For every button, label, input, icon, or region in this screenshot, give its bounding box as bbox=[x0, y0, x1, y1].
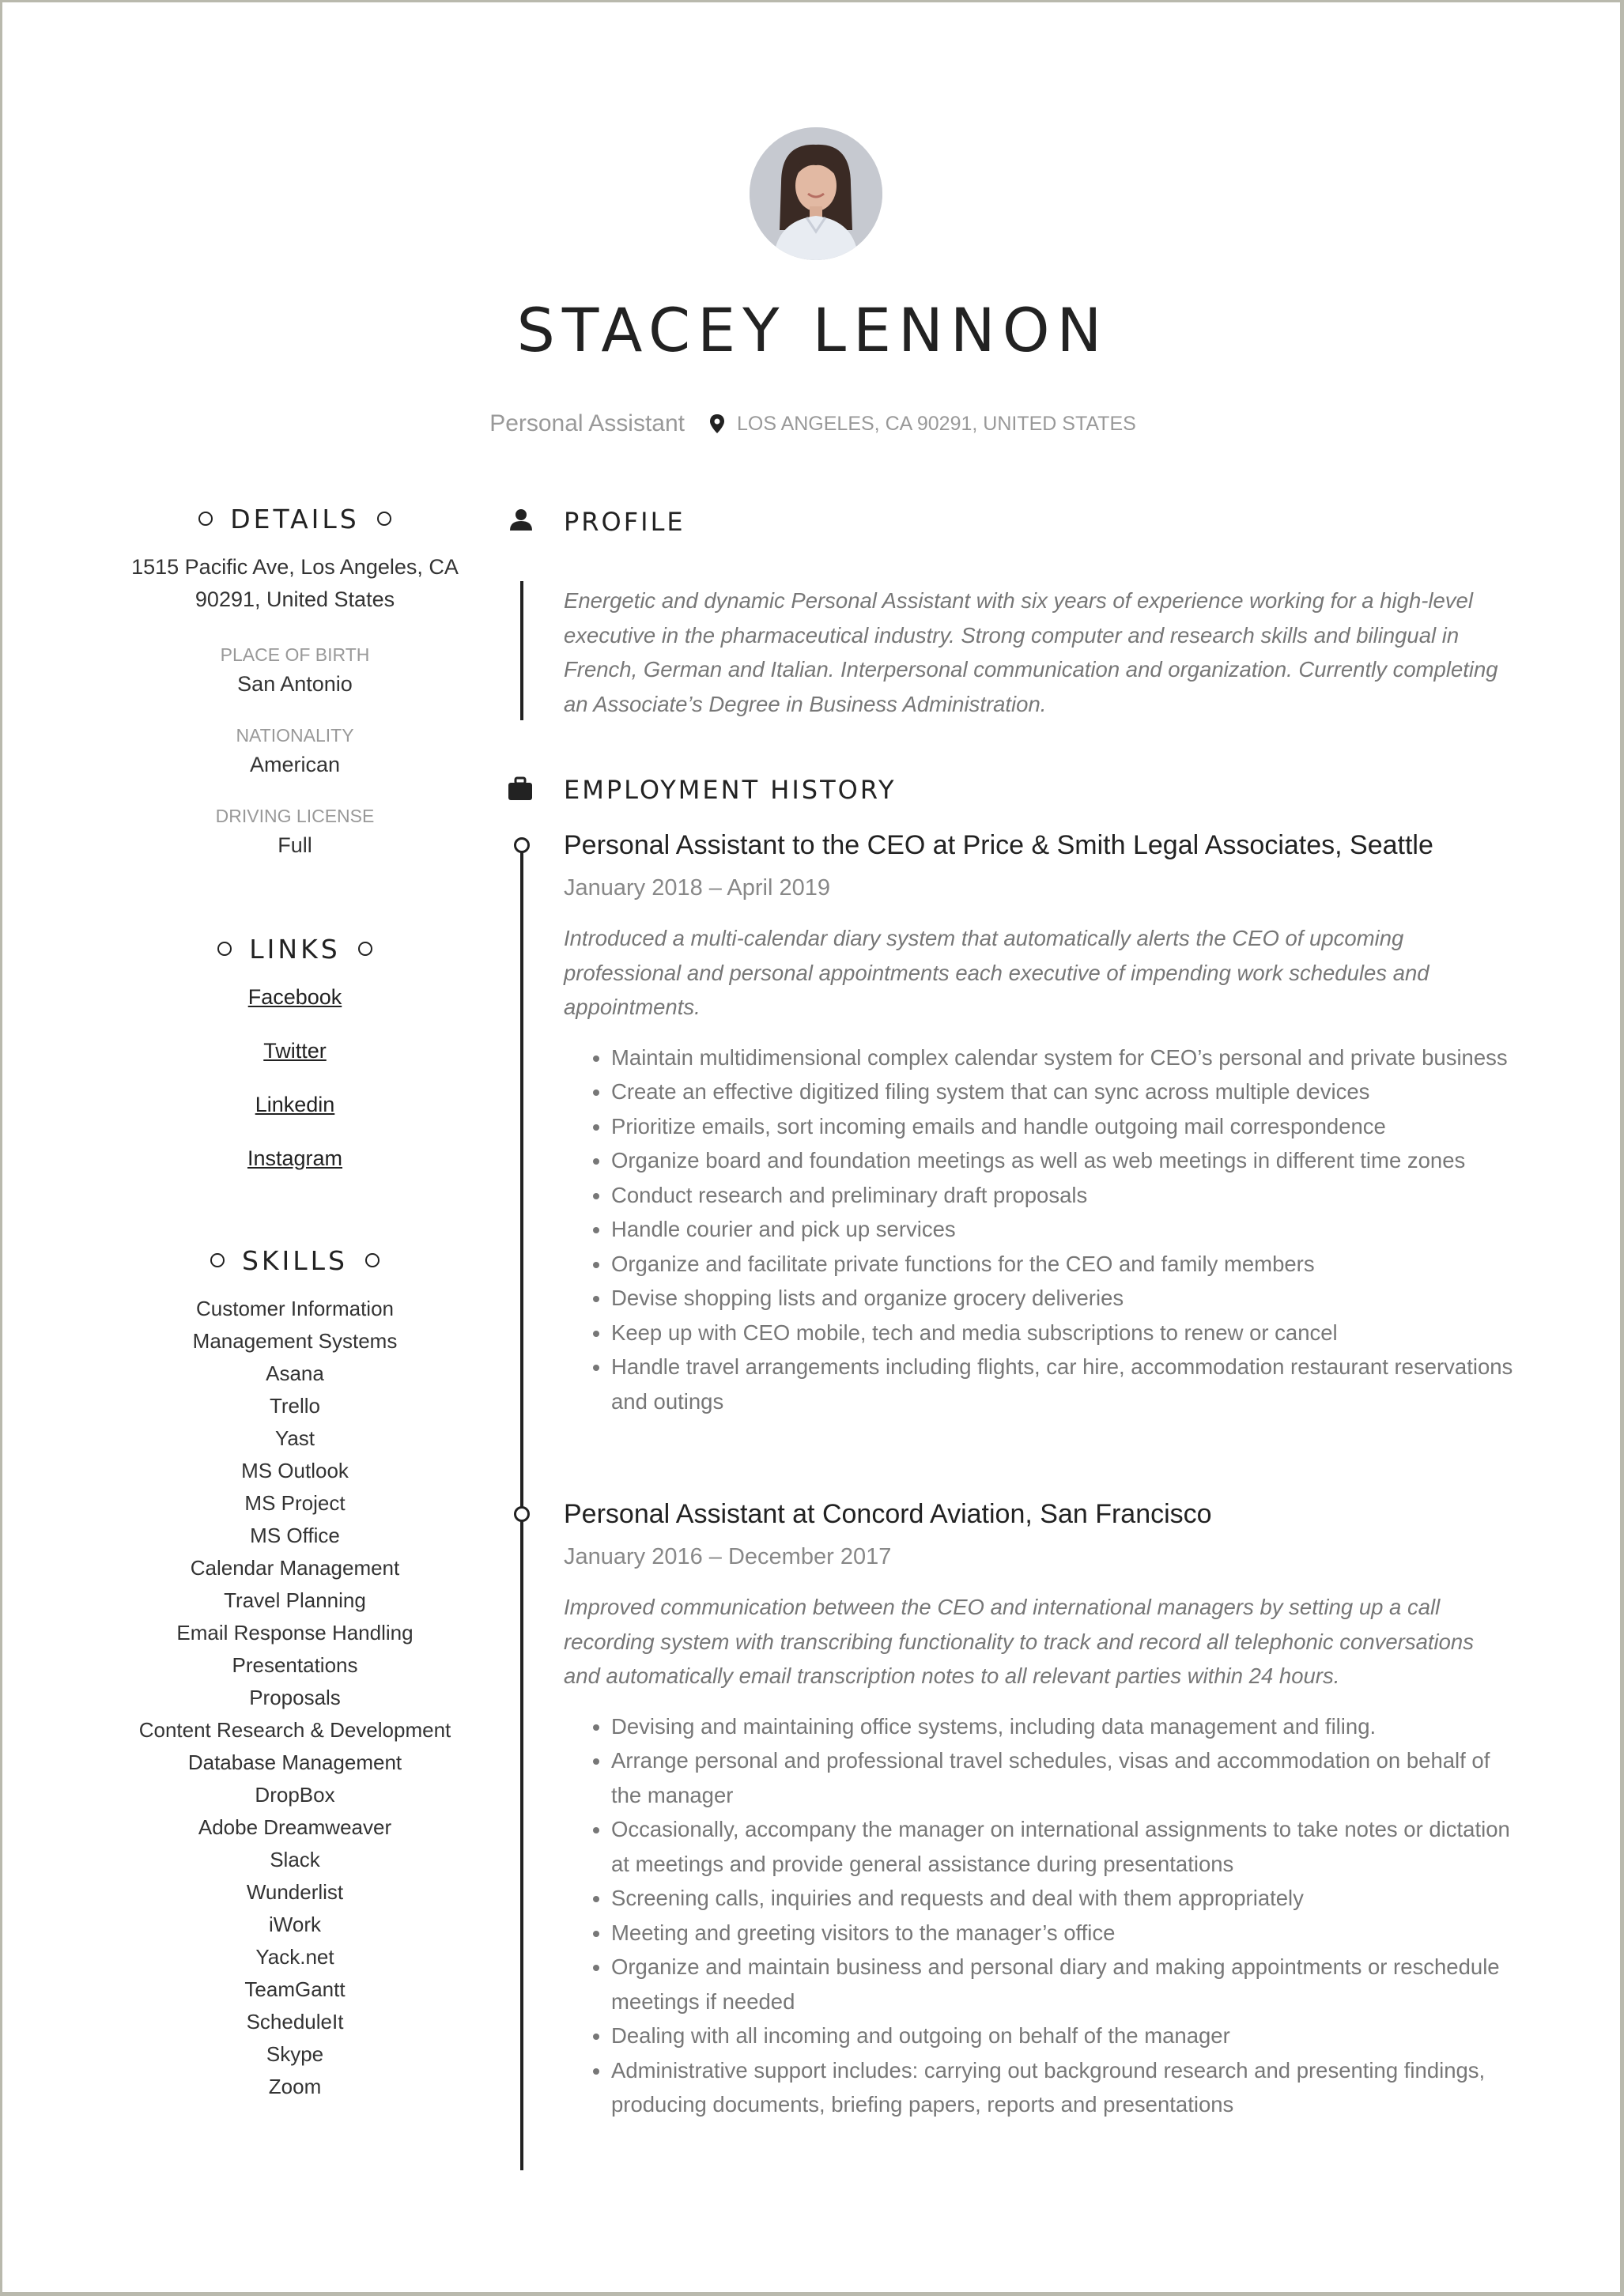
skill-item: Content Research & Development bbox=[138, 1718, 451, 1742]
job-bullets bbox=[564, 1040, 1520, 1419]
skills-heading bbox=[113, 1242, 477, 1278]
job-bullets bbox=[564, 1709, 1520, 2122]
skill-item: Skype bbox=[266, 2042, 324, 2066]
ring-icon bbox=[198, 512, 213, 526]
skill-item: Travel Planning bbox=[224, 1588, 366, 1612]
skill-item: DropBox bbox=[255, 1783, 335, 1807]
job-bullet: • Arrange personal and professional travel schedules, visas and accommodation on behalf of the manager bbox=[611, 1743, 1520, 1812]
sidebar bbox=[113, 500, 477, 2103]
job-bullet: • Administrative support includes: carrying out background research and presenting findings, producing documents, briefing papers, reports and presentations bbox=[611, 2053, 1520, 2122]
job-bullet: • Maintain multidimensional complex calendar system for CEO’s personal and private business bbox=[611, 1040, 1520, 1075]
address bbox=[113, 551, 477, 616]
job-bullet: • Prioritize emails, sort incoming emails and handle outgoing mail correspondence bbox=[611, 1109, 1520, 1144]
address-line-2: 90291, United States bbox=[195, 587, 395, 611]
job-bullet: • Handle courier and pick up services bbox=[611, 1212, 1520, 1247]
ring-icon bbox=[358, 942, 372, 956]
ring-icon bbox=[365, 1253, 380, 1267]
job-bullet: • Devising and maintaining office systems, including data management and filing. bbox=[611, 1709, 1520, 1744]
job-bullet: • Meeting and greeting visitors to the manager’s office bbox=[611, 1916, 1520, 1950]
portrait-photo bbox=[750, 127, 882, 260]
links-list bbox=[113, 983, 477, 1173]
job-dates: January 2016 – December 2017 bbox=[564, 1544, 892, 1569]
skill-item: ScheduleIt bbox=[246, 2010, 344, 2034]
links-heading-label: LINKS bbox=[249, 933, 341, 965]
driving-license-value: Full bbox=[278, 833, 312, 857]
job-title: Personal Assistant to the CEO at Price & Smith Legal Associates, Seattle bbox=[564, 830, 1433, 860]
profile-heading: PROFILE bbox=[564, 507, 685, 537]
skill-item: MS Project bbox=[244, 1491, 346, 1515]
skill-item: iWork bbox=[269, 1913, 321, 1936]
job-bullet: • Organize and maintain business and personal diary and making appointments or reschedule meetings if needed bbox=[611, 1950, 1520, 2018]
skill-item: Adobe Dreamweaver bbox=[198, 1815, 392, 1839]
skill-item: MS Outlook bbox=[241, 1459, 349, 1482]
link-twitter[interactable]: Twitter bbox=[263, 1039, 327, 1063]
links-heading bbox=[113, 931, 477, 967]
job-entry-1 bbox=[564, 828, 1528, 1418]
skill-item: Slack bbox=[270, 1848, 320, 1871]
timeline-dot bbox=[514, 837, 530, 853]
avatar bbox=[750, 127, 882, 260]
nationality-value: American bbox=[249, 753, 341, 776]
job-summary: Introduced a multi-calendar diary system that automatically alerts the CEO of upcoming professional and personal appointments each executive of impending work schedules and appointments. bbox=[564, 926, 1429, 1019]
skill-item: Email Response Handling bbox=[176, 1621, 414, 1645]
employment-timeline bbox=[520, 840, 523, 2170]
job-bullet: • Occasionally, accompany the manager on international assignments to take notes or dictation at meetings and provide general assistance during presentations bbox=[611, 1812, 1520, 1881]
job-bullet: • Screening calls, inquiries and requests and deal with them appropriately bbox=[611, 1881, 1520, 1916]
job-summary: Improved communication between the CEO and international managers by setting up a call recording system with transcribing functionality to track and record all telephonic conversations and automatically email transcription notes to all relevant parties within 24 hours. bbox=[564, 1595, 1474, 1688]
skill-item: MS Office bbox=[250, 1524, 340, 1547]
skill-item: TeamGantt bbox=[244, 1977, 346, 2001]
job-bullet: • Keep up with CEO mobile, tech and media subscriptions to renew or cancel bbox=[611, 1316, 1520, 1350]
skill-item: Management Systems bbox=[192, 1329, 398, 1353]
ring-icon bbox=[217, 942, 232, 956]
job-bullet: • Organize and facilitate private functions for the CEO and family members bbox=[611, 1247, 1520, 1282]
timeline-dot bbox=[514, 1506, 530, 1522]
skill-item: Trello bbox=[269, 1394, 321, 1418]
link-facebook[interactable]: Facebook bbox=[247, 985, 342, 1009]
link-linkedin[interactable]: Linkedin bbox=[255, 1093, 335, 1116]
job-bullet: • Devise shopping lists and organize grocery deliveries bbox=[611, 1281, 1520, 1316]
nationality-label: NATIONALITY bbox=[236, 725, 354, 746]
skill-item: Database Management bbox=[187, 1750, 402, 1774]
job-entry-2 bbox=[564, 1497, 1528, 2122]
job-dates: January 2018 – April 2019 bbox=[564, 875, 830, 901]
candidate-name: STACEY LENNON bbox=[516, 295, 1109, 365]
profile-summary: Energetic and dynamic Personal Assistant with six years of experience working for a high-level executive in the pharmaceutical industry. Strong computer and research skills and bilingual in French, German and Italian. Interpersonal communication and organization. Currently completing an Associate’s Degree in Business Administration. bbox=[564, 588, 1498, 716]
job-bullet: • Conduct research and preliminary draft proposals bbox=[611, 1178, 1520, 1213]
person-icon bbox=[508, 507, 534, 534]
job-bullet: • Create an effective digitized filing system that can sync across multiple devices bbox=[611, 1074, 1520, 1109]
place-of-birth-value: San Antonio bbox=[237, 672, 353, 696]
profile-rule bbox=[520, 581, 523, 720]
employment-heading: EMPLOYMENT HISTORY bbox=[564, 775, 897, 805]
skill-item: Zoom bbox=[268, 2075, 322, 2098]
link-instagram[interactable]: Instagram bbox=[247, 1146, 343, 1170]
skill-item: Yast bbox=[274, 1426, 315, 1450]
job-bullet: • Dealing with all incoming and outgoing on behalf of the manager bbox=[611, 2018, 1520, 2053]
skill-item: Asana bbox=[266, 1361, 324, 1385]
skill-item: Calendar Management bbox=[190, 1556, 400, 1580]
map-pin-icon bbox=[708, 414, 726, 434]
driving-license-label: DRIVING LICENSE bbox=[215, 806, 375, 826]
skills-list bbox=[113, 1293, 477, 2103]
details-heading bbox=[113, 500, 477, 537]
job-title: Personal Assistant at Concord Aviation, San Francisco bbox=[564, 1499, 1212, 1529]
place-of-birth-label: PLACE OF BIRTH bbox=[220, 644, 370, 665]
resume-page bbox=[2, 2, 1620, 2292]
skill-item: Yack.net bbox=[255, 1945, 334, 1969]
skill-item: Customer Information bbox=[196, 1297, 394, 1320]
details-heading-label: DETAILS bbox=[230, 503, 360, 534]
job-bullet: • Handle travel arrangements including flights, car hire, accommodation restaurant reservations and outings bbox=[611, 1350, 1520, 1418]
job-bullet: • Organize board and foundation meetings as well as web meetings in different time zones bbox=[611, 1143, 1520, 1178]
location-text: LOS ANGELES, CA 90291, UNITED STATES bbox=[736, 412, 1136, 435]
skill-item: Wunderlist bbox=[246, 1880, 344, 1904]
header-subline bbox=[2, 410, 1623, 437]
job-role: Personal Assistant bbox=[489, 410, 685, 436]
ring-icon bbox=[377, 512, 391, 526]
skills-heading-label: SKILLS bbox=[241, 1244, 349, 1276]
address-line-1: 1515 Pacific Ave, Los Angeles, CA bbox=[131, 555, 459, 579]
skill-item: Proposals bbox=[249, 1686, 341, 1709]
briefcase-icon bbox=[507, 776, 534, 802]
skill-item: Presentations bbox=[232, 1653, 358, 1677]
ring-icon bbox=[210, 1253, 225, 1267]
